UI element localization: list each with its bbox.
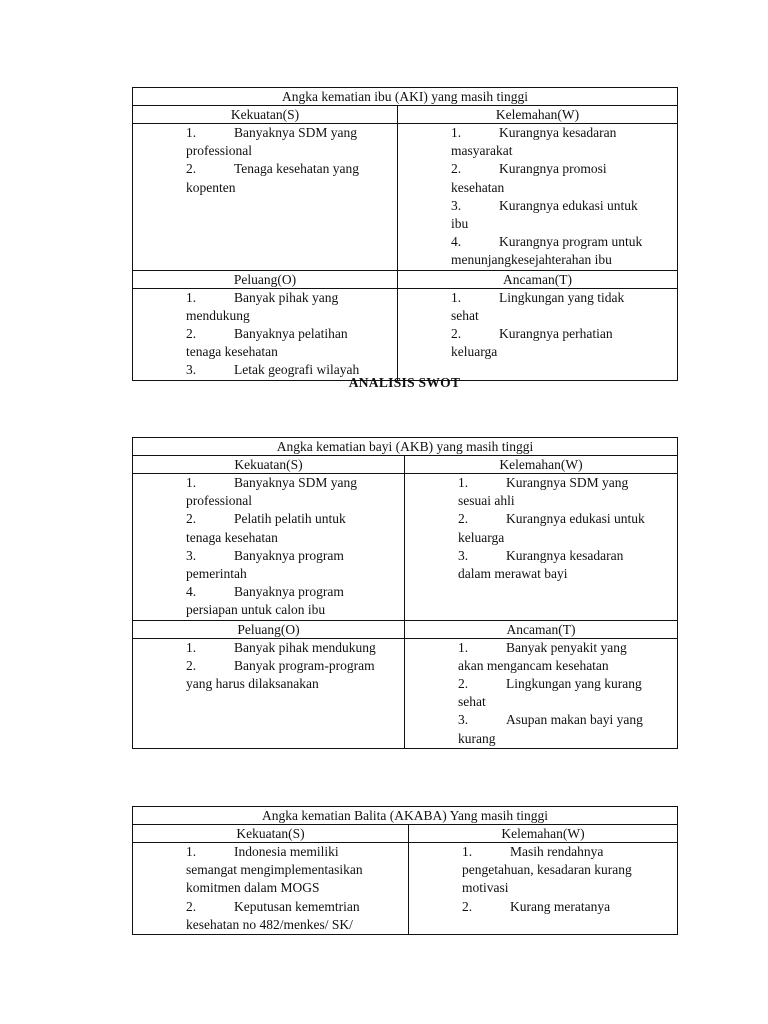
list-item-number: 3. xyxy=(186,547,197,563)
list-item-text: pemerintah xyxy=(186,566,247,582)
list-item-number: 4. xyxy=(451,234,462,250)
threats-header: Ancaman(T) xyxy=(405,620,678,638)
strengths-list xyxy=(133,843,409,935)
threats-list xyxy=(405,638,678,748)
list-item xyxy=(133,898,408,934)
list-item-first-line xyxy=(186,325,391,343)
list-item xyxy=(133,510,404,546)
list-item-number: 1. xyxy=(451,289,462,305)
list-item-first-line xyxy=(186,124,391,142)
strengths-header: Kekuatan(S) xyxy=(133,825,409,843)
list-item-first-line xyxy=(462,898,671,916)
list-item-text: akan mengancam kesehatan xyxy=(458,657,609,673)
list-item xyxy=(398,289,677,325)
list-item-text: Banyak program-program xyxy=(234,657,375,673)
list-item-number: 2. xyxy=(462,898,473,914)
list-item xyxy=(398,124,677,160)
list-item-text: Banyak pihak mendukung xyxy=(234,639,376,655)
list-item-text: Lingkungan yang kurang xyxy=(506,676,642,692)
swot-table-akb xyxy=(132,437,678,749)
strengths-list xyxy=(133,474,405,621)
list-item-number: 2. xyxy=(186,326,197,342)
list-item-number: 3. xyxy=(186,362,197,378)
list-item-number: 1. xyxy=(458,475,469,490)
list-item-text: Kurangnya program untuk xyxy=(499,234,643,250)
list-item-text: ibu xyxy=(451,216,469,232)
list-item-first-line xyxy=(451,197,671,215)
list-item-text: masyarakat xyxy=(451,143,513,159)
list-item xyxy=(405,547,677,583)
list-item-text: Banyak pihak yang xyxy=(234,289,339,305)
list-item-number: 2. xyxy=(458,511,469,527)
weaknesses-list xyxy=(398,124,678,271)
list-item-text: Banyaknya SDM yang xyxy=(234,475,357,490)
list-item-number: 2. xyxy=(186,511,197,527)
list-item-text: Kurangnya edukasi untuk xyxy=(499,197,638,213)
list-item-text: dalam merawat bayi xyxy=(458,566,568,582)
list-item-text: keluarga xyxy=(458,529,505,545)
table-title: Angka kematian bayi (AKB) yang masih tinggi xyxy=(133,438,678,456)
list-item-text: pengetahuan, kesadaran kurang xyxy=(462,862,632,878)
list-item-first-line xyxy=(451,233,671,251)
list-item-text: Kurangnya promosi xyxy=(499,161,607,177)
threats-header: Ancaman(T) xyxy=(398,270,678,288)
list-item xyxy=(405,474,677,510)
list-item-text: kesehatan no 482/menkes/ SK/ xyxy=(186,916,353,932)
list-item-number: 3. xyxy=(451,197,462,213)
list-item xyxy=(133,657,404,693)
list-item-first-line xyxy=(186,510,398,528)
list-item-first-line xyxy=(186,160,391,178)
list-item xyxy=(133,547,404,583)
list-item-text: mendukung xyxy=(186,307,250,323)
list-item-first-line xyxy=(458,675,671,693)
list-item-text: komitmen dalam MOGS xyxy=(186,880,320,896)
list-item-text: semangat mengimplementasikan xyxy=(186,862,363,878)
list-item-number: 2. xyxy=(186,898,197,914)
list-item xyxy=(405,510,677,546)
list-item-text: Kurangnya perhatian xyxy=(499,326,613,342)
list-item-text: Kurang meratanya xyxy=(510,898,611,914)
list-item-text: tenaga kesehatan xyxy=(186,529,278,545)
list-item-first-line xyxy=(186,289,391,307)
list-item-text: professional xyxy=(186,143,252,159)
list-item-text: Lingkungan yang tidak xyxy=(499,289,625,305)
weaknesses-list xyxy=(405,474,678,621)
list-item-text: Indonesia memiliki xyxy=(234,844,339,859)
list-item-text: Banyaknya SDM yang xyxy=(234,125,357,140)
weaknesses-header: Kelemahan(W) xyxy=(409,825,678,843)
list-item-text: Letak geografi wilayah xyxy=(234,362,360,378)
list-item-first-line xyxy=(458,639,671,657)
strengths-header: Kekuatan(S) xyxy=(133,456,405,474)
list-item xyxy=(409,843,677,898)
list-item xyxy=(409,898,677,916)
list-item-number: 1. xyxy=(186,639,197,655)
list-item xyxy=(133,124,397,160)
list-item xyxy=(405,639,677,675)
weaknesses-list xyxy=(409,843,678,935)
list-item-number: 1. xyxy=(186,289,197,305)
opportunities-list xyxy=(133,288,398,380)
list-item-text: kesehatan xyxy=(451,179,505,195)
list-item xyxy=(133,639,404,657)
list-item-number: 2. xyxy=(451,161,462,177)
swot-table-akaba xyxy=(132,806,678,935)
list-item-text: sehat xyxy=(458,694,486,710)
opportunities-header: Peluang(O) xyxy=(133,620,405,638)
list-item-first-line xyxy=(462,843,671,861)
opportunities-list xyxy=(133,638,405,748)
list-item xyxy=(398,197,677,233)
list-item-first-line xyxy=(186,547,398,565)
weaknesses-header: Kelemahan(W) xyxy=(398,106,678,124)
list-item xyxy=(398,325,677,361)
list-item-text: Pelatih pelatih untuk xyxy=(234,511,346,527)
list-item-first-line xyxy=(186,843,402,861)
list-item xyxy=(405,675,677,711)
list-item-text: Banyaknya program xyxy=(234,584,344,600)
list-item-text: Kurangnya kesadaran xyxy=(506,547,624,563)
list-item-text: sesuai ahli xyxy=(458,493,515,509)
list-item-text: Masih rendahnya xyxy=(510,844,604,859)
list-item-first-line xyxy=(186,639,398,657)
list-item-text: Banyaknya pelatihan xyxy=(234,326,348,342)
list-item xyxy=(133,160,397,196)
list-item xyxy=(133,325,397,361)
weaknesses-header: Kelemahan(W) xyxy=(405,456,678,474)
list-item-number: 1. xyxy=(458,639,469,655)
list-item-first-line xyxy=(451,325,671,343)
list-item-number: 4. xyxy=(186,584,197,600)
list-item-number: 2. xyxy=(458,676,469,692)
list-item-text: Kurangnya SDM yang xyxy=(506,475,629,490)
swot-table-aki xyxy=(132,87,678,381)
list-item-text: keluarga xyxy=(451,344,498,360)
list-item-text: Keputusan kememtrian xyxy=(234,898,360,914)
list-item-first-line xyxy=(458,510,671,528)
list-item-text: Banyaknya program xyxy=(234,547,344,563)
threats-list xyxy=(398,288,678,380)
list-item-text: kurang xyxy=(458,730,496,746)
list-item-text: Asupan makan bayi yang xyxy=(506,712,643,728)
list-item-text: sehat xyxy=(451,307,479,323)
list-item-text: Tenaga kesehatan yang xyxy=(234,161,359,177)
list-item-first-line xyxy=(186,583,398,601)
opportunities-header: Peluang(O) xyxy=(133,270,398,288)
list-item-text: Kurangnya kesadaran xyxy=(499,125,617,140)
list-item-text: Kurangnya edukasi untuk xyxy=(506,511,645,527)
list-item-first-line xyxy=(451,160,671,178)
list-item-first-line xyxy=(451,289,671,307)
strengths-header: Kekuatan(S) xyxy=(133,106,398,124)
list-item-number: 3. xyxy=(458,712,469,728)
list-item-first-line xyxy=(186,474,398,492)
list-item-first-line xyxy=(186,657,398,675)
list-item-first-line xyxy=(458,547,671,565)
list-item xyxy=(398,233,677,269)
list-item xyxy=(133,474,404,510)
list-item xyxy=(133,583,404,619)
list-item xyxy=(405,711,677,747)
list-item xyxy=(133,289,397,325)
list-item-first-line xyxy=(458,474,671,492)
list-item-text: persiapan untuk calon ibu xyxy=(186,602,326,618)
list-item-text: yang harus dilaksanakan xyxy=(186,676,319,692)
list-item-number: 3. xyxy=(458,547,469,563)
list-item-number: 1. xyxy=(462,844,473,859)
list-item-number: 2. xyxy=(186,657,197,673)
document-caption: ANALISIS SWOT xyxy=(348,375,461,390)
list-item xyxy=(398,160,677,196)
list-item-text: motivasi xyxy=(462,880,509,896)
list-item-text: Banyak penyakit yang xyxy=(506,639,627,655)
list-item-number: 1. xyxy=(451,125,462,140)
list-item-text: professional xyxy=(186,493,252,509)
strengths-list xyxy=(133,124,398,271)
list-item-text: tenaga kesehatan xyxy=(186,344,278,360)
list-item-first-line xyxy=(451,124,671,142)
list-item-number: 2. xyxy=(186,161,197,177)
list-item-first-line xyxy=(186,898,402,916)
list-item-number: 1. xyxy=(186,125,197,140)
list-item-number: 2. xyxy=(451,326,462,342)
list-item-text: kopenten xyxy=(186,179,236,195)
table-title: Angka kematian Balita (AKABA) Yang masih tinggi xyxy=(133,807,678,825)
list-item-text: menunjangkesejahterahan ibu xyxy=(451,252,612,268)
list-item-first-line xyxy=(458,711,671,729)
table-title: Angka kematian ibu (AKI) yang masih tinggi xyxy=(133,88,678,106)
list-item-number: 1. xyxy=(186,475,197,490)
list-item xyxy=(133,843,408,898)
list-item-number: 1. xyxy=(186,844,197,859)
